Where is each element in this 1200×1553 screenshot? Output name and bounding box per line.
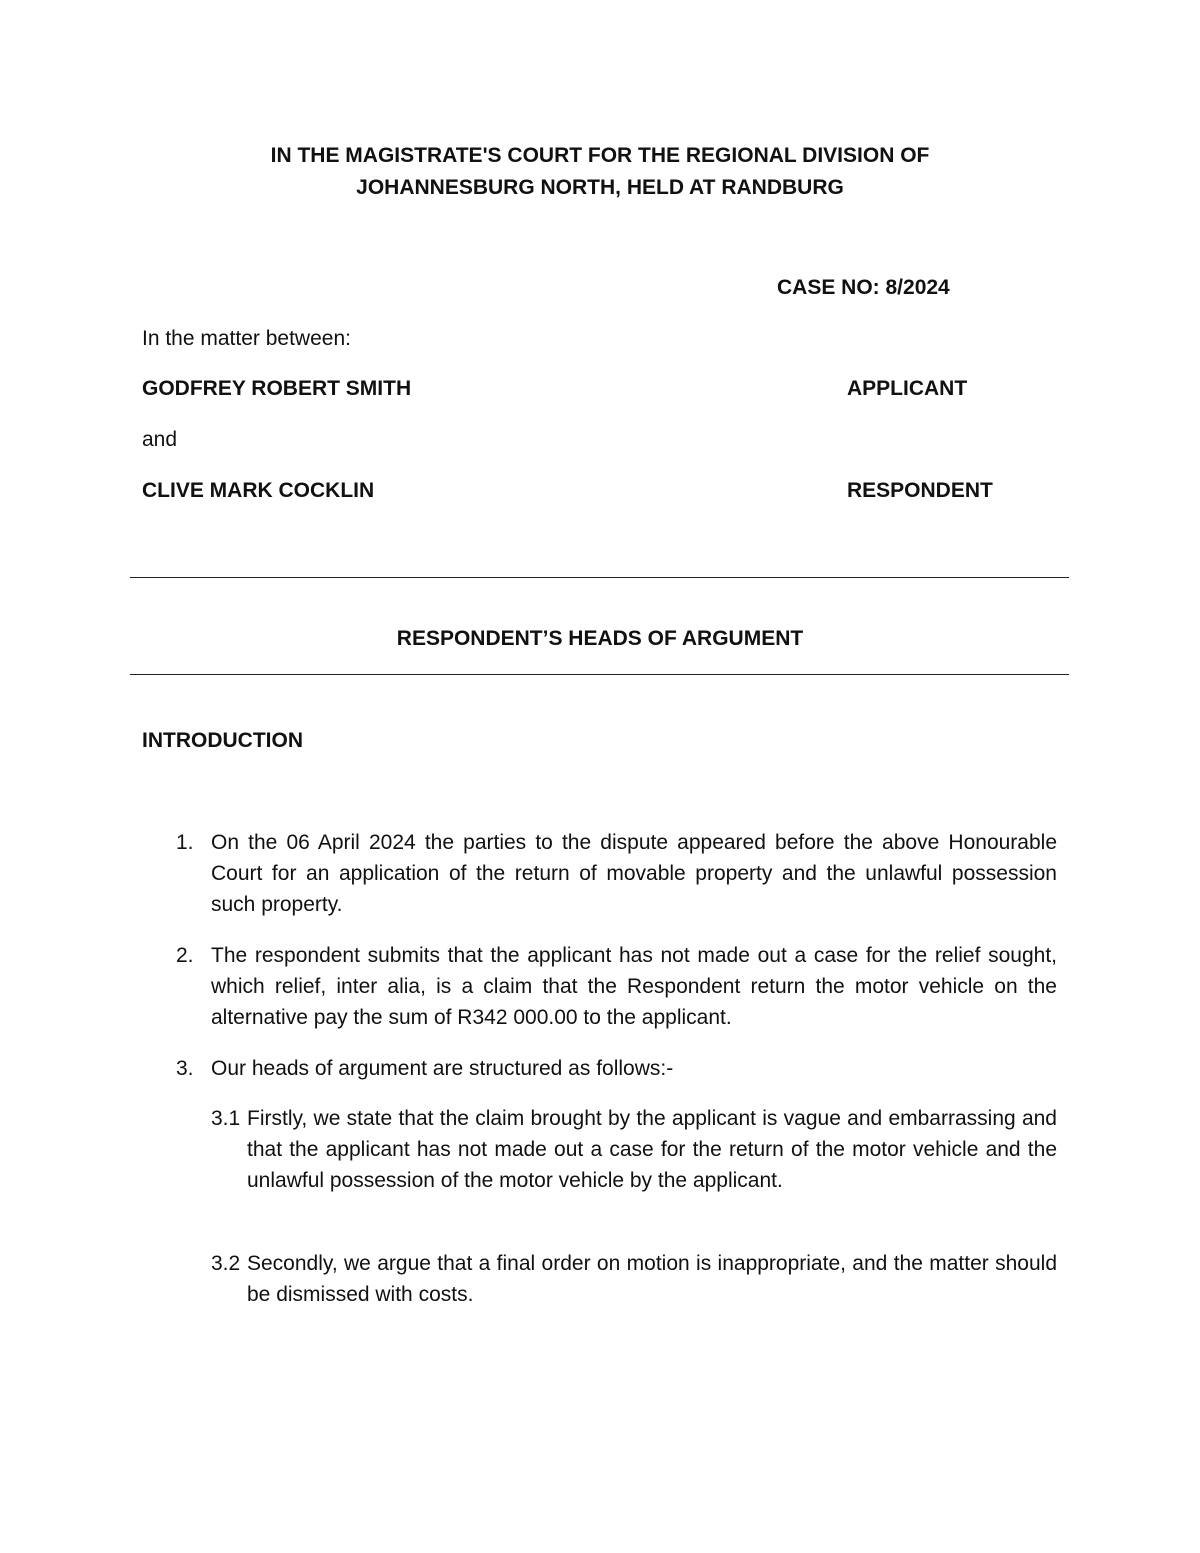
paragraph-3-number: 3. [176,1057,194,1080]
applicant-row [142,375,1042,403]
respondent-name: CLIVE MARK COCKLIN [142,479,375,502]
applicant-role: APPLICANT [847,377,968,400]
paragraph-2-number: 2. [176,944,194,967]
applicant-name: GODFREY ROBERT SMITH [142,377,412,400]
court-title-line-1: IN THE MAGISTRATE'S COURT FOR THE REGIONAL DIVISION OF [270,144,930,167]
court-title-line-2: JOHANNESBURG NORTH, HELD AT RANDBURG [356,176,844,199]
matter-between-label: In the matter between: [142,327,351,350]
subparagraph-3-1-number: 3.1 [211,1107,241,1130]
respondent-row [142,477,1042,505]
document-title: RESPONDENT’S HEADS OF ARGUMENT [396,627,804,650]
subparagraph-3-2-text: Secondly, we argue that a final order on motion is inappropriate, and the matter should be dismissed with costs. [247,1252,1057,1306]
paragraph-1-text: On the 06 April 2024 the parties to the dispute appeared before the above Honourable Court for an application of the return of movable property and the unlawful possession such property. [211,831,1057,916]
court-title [0,140,1200,204]
case-number: CASE NO: 8/2024 [777,276,950,299]
paragraph-1-number: 1. [176,831,194,854]
subparagraph-3-1-text: Firstly, we state that the claim brought by the applicant is vague and embarrassing and that the applicant has not made out a case for the return of the motor vehicle and the unlawful possession of the motor vehicle by the applicant. [247,1107,1057,1192]
paragraph-2-text: The respondent submits that the applicant has not made out a case for the relief sought, which relief, inter alia, is a claim that the Respondent return the motor vehicle on the alternative pay the sum of R342 000.00 to the applicant. [211,944,1057,1029]
respondent-role: RESPONDENT [847,479,993,502]
bottom-divider [130,674,1069,675]
introduction-heading: INTRODUCTION [142,729,303,752]
top-divider [130,577,1069,578]
paragraph-3-text: Our heads of argument are structured as follows:- [211,1057,674,1080]
and-conjunction: and [142,428,178,451]
subparagraph-3-2-number: 3.2 [211,1252,241,1275]
